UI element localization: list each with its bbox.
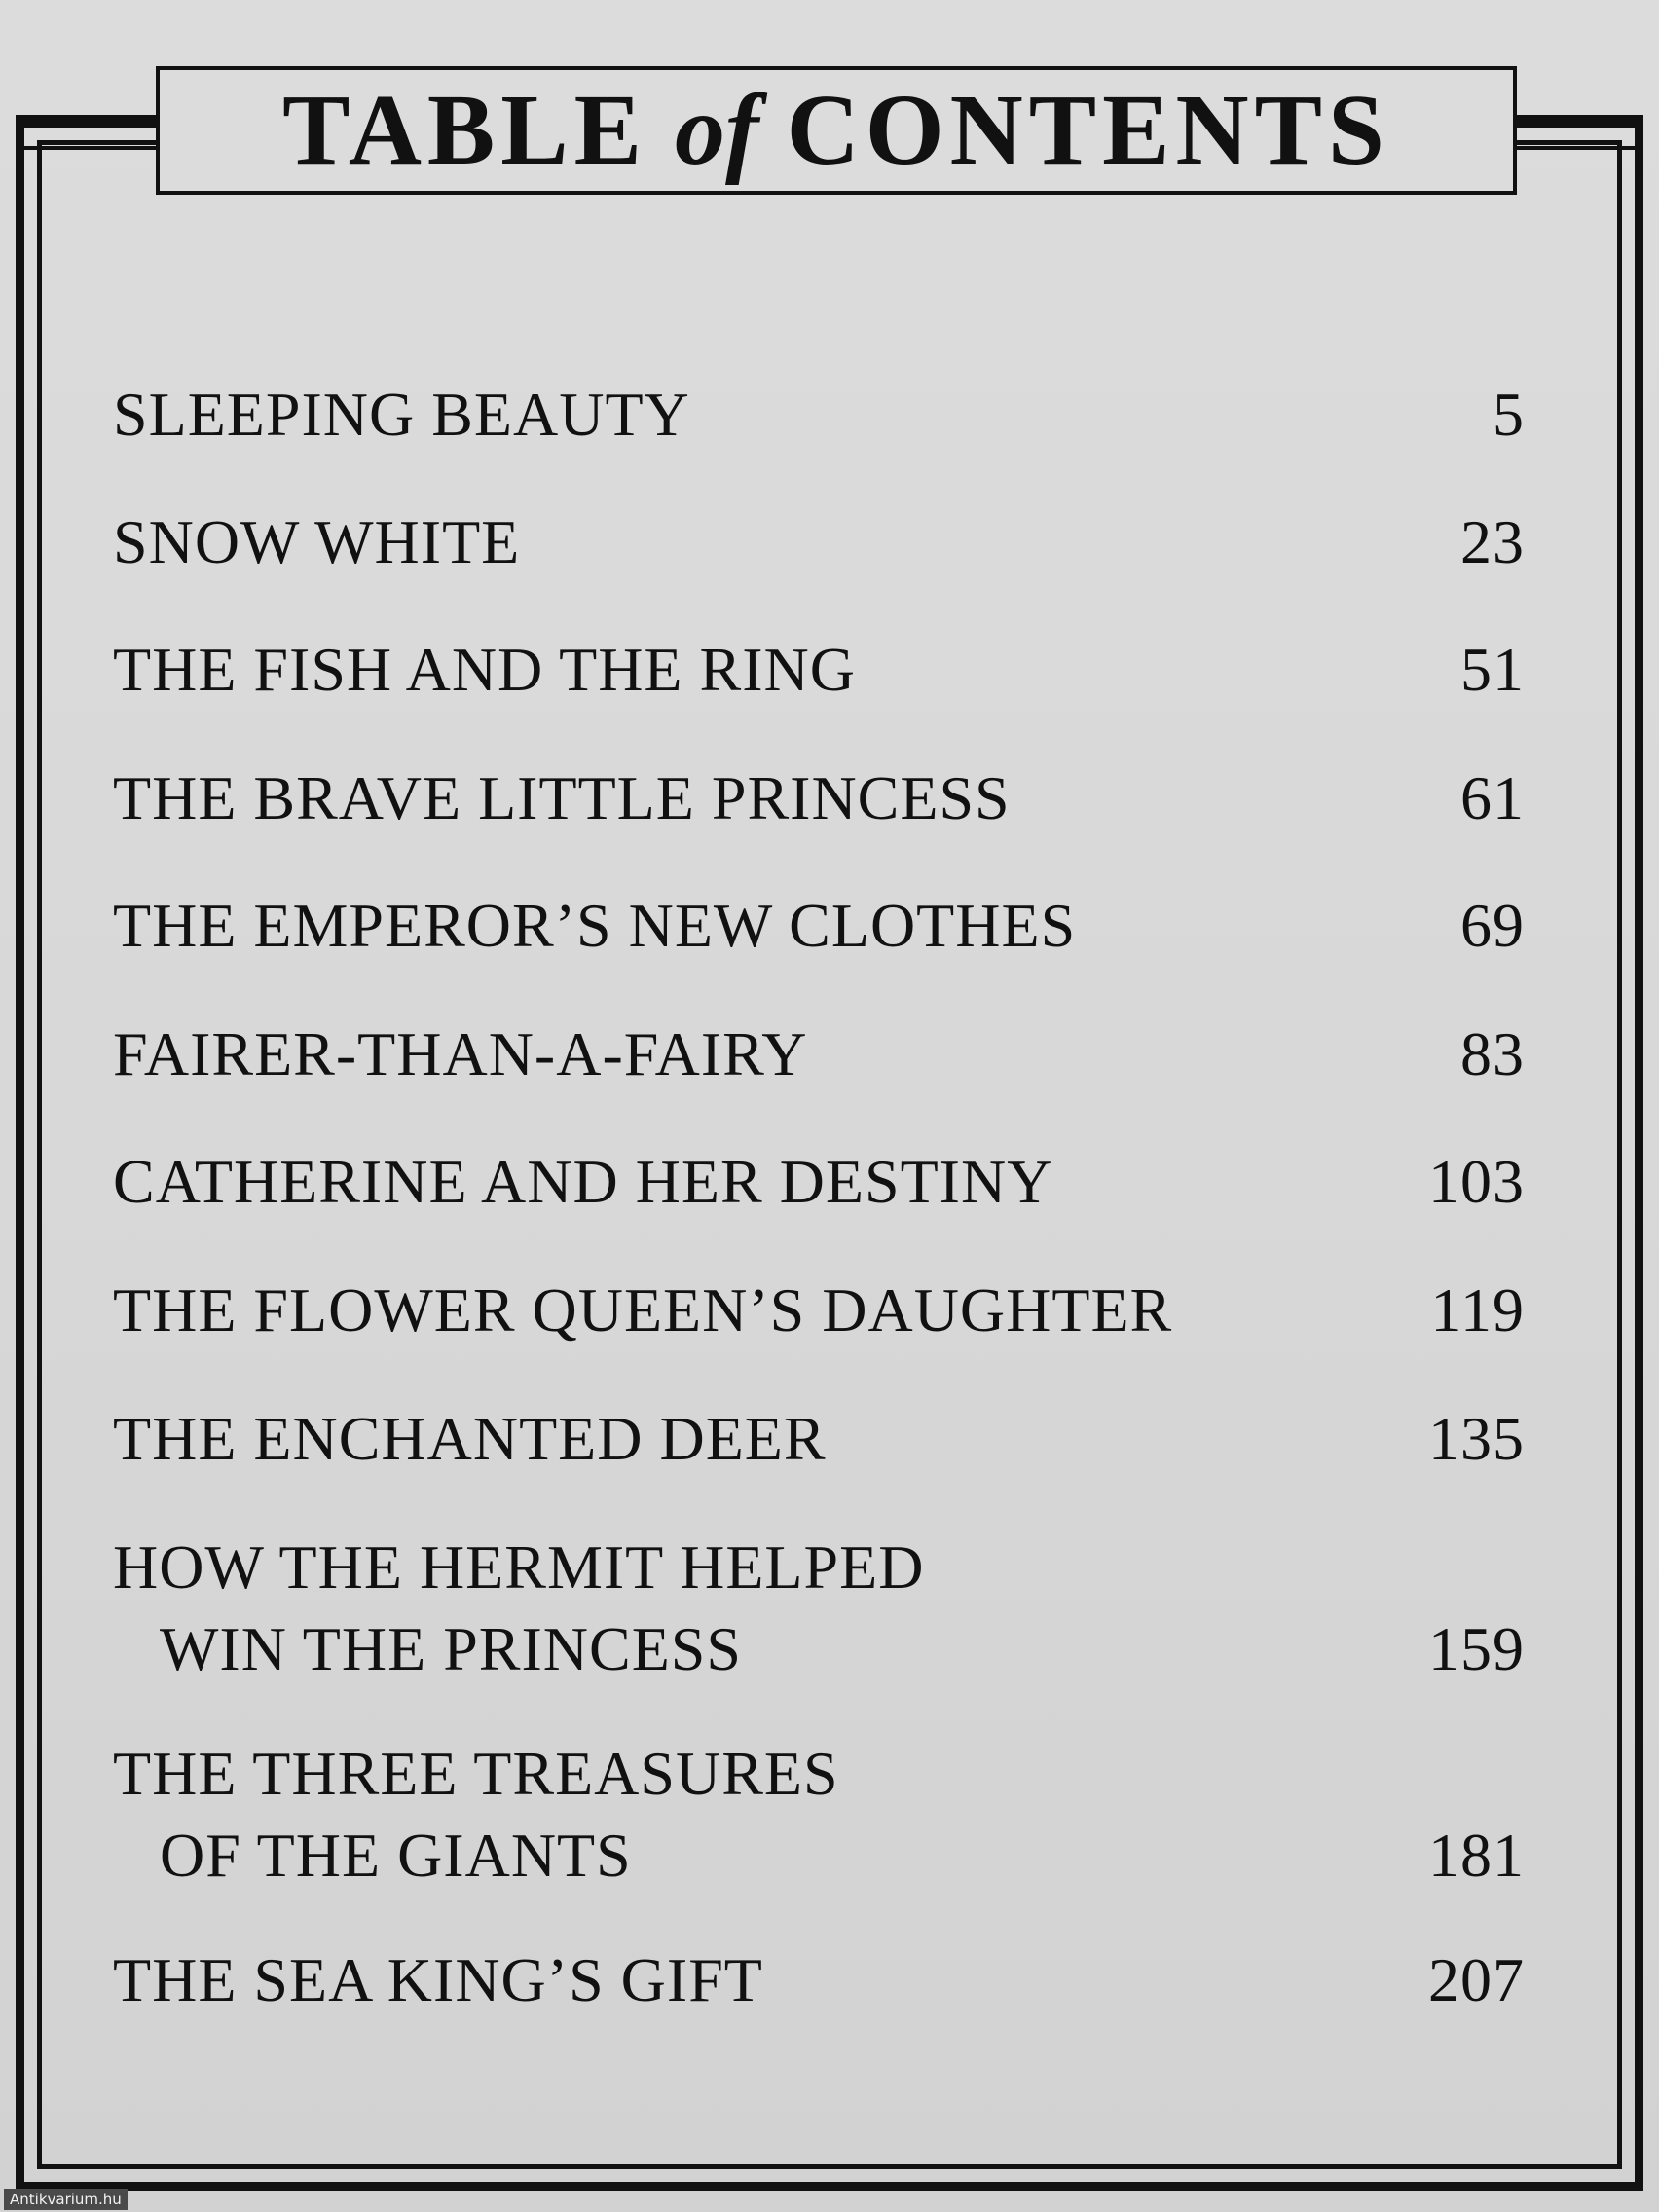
entry-page: 5: [1493, 380, 1525, 449]
title-rule-right: [1515, 115, 1643, 150]
toc-entry[interactable]: [113, 885, 1525, 967]
entry-title: SNOW WHITE: [113, 507, 521, 576]
entry-title-line2: WIN THE PRINCESS: [160, 1614, 742, 1683]
toc-entry[interactable]: [113, 1014, 1525, 1095]
title-word-of: of: [675, 74, 759, 186]
entry-page: 51: [1460, 635, 1525, 704]
entry-page: 135: [1428, 1404, 1525, 1473]
entry-page: 61: [1460, 763, 1525, 832]
entry-page: 159: [1428, 1614, 1525, 1683]
title-box: [156, 66, 1517, 195]
toc-entry[interactable]: [113, 757, 1525, 839]
entry-title: THE ENCHANTED DEER: [113, 1404, 827, 1473]
entry-title: THE FLOWER QUEEN’S DAUGHTER: [113, 1275, 1173, 1345]
title-word-table: TABLE: [282, 74, 648, 186]
toc-entry[interactable]: [113, 501, 1525, 583]
entry-page: 103: [1428, 1147, 1525, 1216]
toc-entry[interactable]: [113, 1270, 1525, 1351]
toc-entry[interactable]: [113, 1939, 1525, 2021]
entry-title: THE THREE TREASURES: [113, 1739, 839, 1808]
toc-entry[interactable]: [113, 629, 1525, 711]
page-title: [282, 74, 1390, 186]
entry-page: 207: [1428, 1945, 1525, 2014]
toc-entry[interactable]: [113, 1141, 1525, 1223]
entry-page: 119: [1430, 1275, 1525, 1345]
toc-entry[interactable]: [113, 1733, 1525, 1897]
entry-page: 23: [1460, 507, 1525, 576]
entry-title-line2: OF THE GIANTS: [160, 1821, 632, 1890]
watermark: Antikvarium.hu: [4, 2189, 128, 2210]
entry-page: 181: [1428, 1821, 1525, 1890]
entry-title: SLEEPING BEAUTY: [113, 380, 690, 449]
toc-entry[interactable]: [113, 1527, 1525, 1690]
entry-title: THE BRAVE LITTLE PRINCESS: [113, 763, 1011, 832]
entry-title: HOW THE HERMIT HELPED: [113, 1532, 925, 1602]
toc-entry[interactable]: [113, 374, 1525, 456]
entry-page: 83: [1460, 1019, 1525, 1088]
toc-entry[interactable]: [113, 1398, 1525, 1480]
entry-title: THE EMPEROR’S NEW CLOTHES: [113, 891, 1077, 960]
title-word-contents: CONTENTS: [786, 74, 1390, 186]
entry-title: THE SEA KING’S GIFT: [113, 1945, 763, 2014]
entry-title: CATHERINE AND HER DESTINY: [113, 1147, 1053, 1216]
entry-page: 69: [1460, 891, 1525, 960]
entry-title: FAIRER-THAN-A-FAIRY: [113, 1019, 808, 1088]
entry-title: THE FISH AND THE RING: [113, 635, 856, 704]
title-rule-left: [16, 115, 160, 150]
